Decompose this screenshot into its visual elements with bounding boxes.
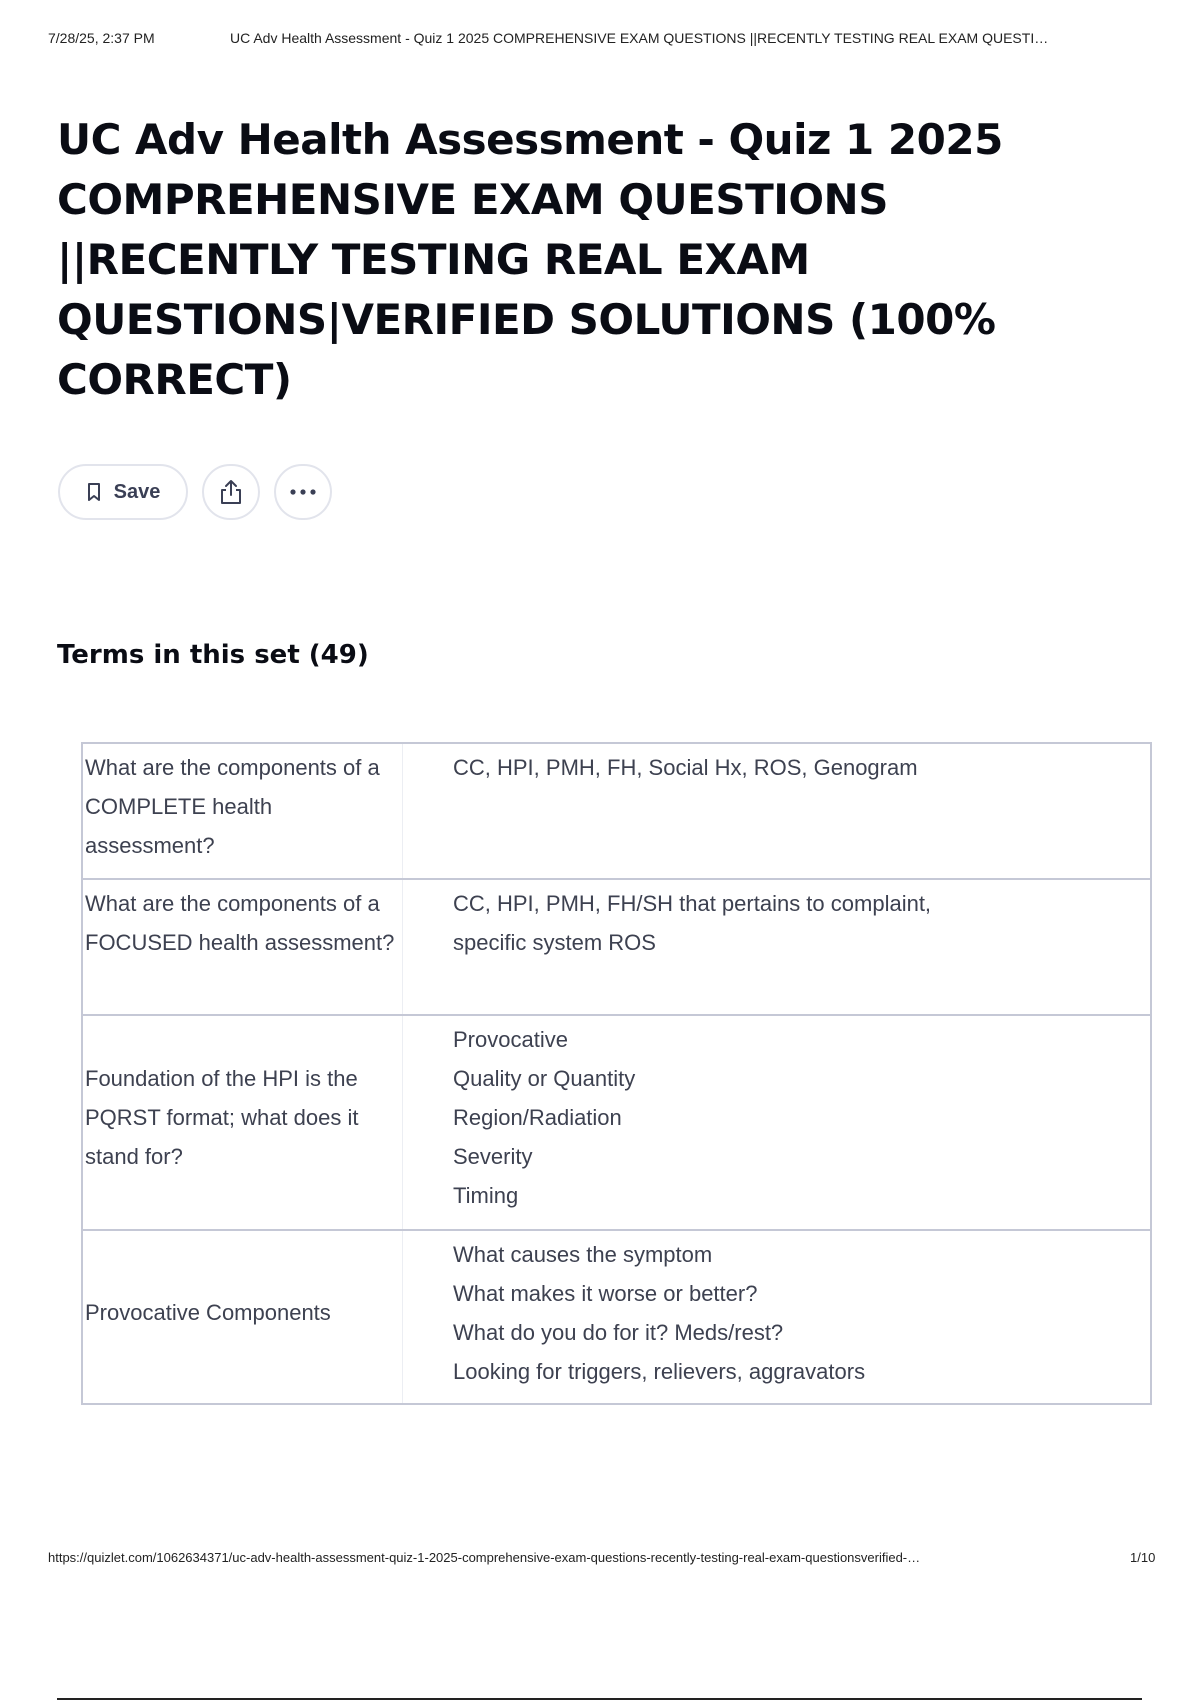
term-text: Provocative Components	[83, 1231, 403, 1403]
term-row	[83, 878, 1150, 1014]
term-row	[83, 744, 1150, 878]
definition-line: Severity	[453, 1144, 533, 1169]
definition-line: CC, HPI, PMH, FH/SH that pertains to complaint,	[453, 891, 932, 916]
print-url: https://quizlet.com/1062634371/uc-adv-health-assessment-quiz-1-2025-comprehensive-exam-questions-recently-testing-real-exam-questionsverified-…	[48, 1550, 921, 1565]
terms-heading: Terms in this set (49)	[57, 640, 369, 670]
term-row	[83, 1014, 1150, 1229]
page-number: 1/10	[1130, 1550, 1156, 1565]
term-text: What are the components of a FOCUSED health assessment?	[83, 880, 403, 1014]
share-button[interactable]	[202, 464, 260, 520]
definition-line: Region/Radiation	[453, 1105, 622, 1130]
print-timestamp: 7/28/25, 2:37 PM	[48, 30, 155, 46]
print-footer	[48, 1550, 1188, 1565]
share-icon	[218, 478, 244, 506]
definition-line: Looking for triggers, relievers, aggravators	[453, 1359, 866, 1384]
definition-line: What causes the symptom	[453, 1242, 713, 1267]
term-text: What are the components of a COMPLETE health assessment?	[83, 744, 403, 878]
save-button-label: Save	[113, 480, 161, 503]
terms-table	[81, 742, 1152, 1405]
term-row	[83, 1229, 1150, 1403]
print-document-title: UC Adv Health Assessment - Quiz 1 2025 COMPREHENSIVE EXAM QUESTIONS ||RECENTLY TESTING REAL EXAM QUESTI…	[230, 30, 1049, 46]
definition-line: specific system ROS	[453, 930, 656, 955]
definition-text	[403, 1231, 1150, 1403]
definition-text	[403, 880, 1150, 1014]
action-bar	[58, 464, 332, 520]
definition-line: What do you do for it? Meds/rest?	[453, 1320, 784, 1345]
print-header	[48, 30, 1178, 46]
definition-line: Quality or Quantity	[453, 1066, 636, 1091]
definition-line: Timing	[453, 1183, 519, 1208]
page-title: UC Adv Health Assessment - Quiz 1 2025 COMPREHENSIVE EXAM QUESTIONS ||RECENTLY TESTING REAL EXAM QUESTIONS|VERIFIED SOLUTIONS (100% CORRECT)	[57, 115, 1003, 404]
more-horizontal-icon	[289, 488, 317, 496]
bookmark-icon	[86, 482, 102, 502]
save-button[interactable]	[58, 464, 188, 520]
term-text: Foundation of the HPI is the PQRST format; what does it stand for?	[83, 1016, 403, 1229]
more-options-button[interactable]	[274, 464, 332, 520]
definition-line: CC, HPI, PMH, FH, Social Hx, ROS, Genogram	[453, 755, 918, 780]
definition-text	[403, 1016, 1150, 1229]
definition-line: Provocative	[453, 1027, 568, 1052]
definition-text	[403, 744, 1150, 878]
definition-line: What makes it worse or better?	[453, 1281, 758, 1306]
